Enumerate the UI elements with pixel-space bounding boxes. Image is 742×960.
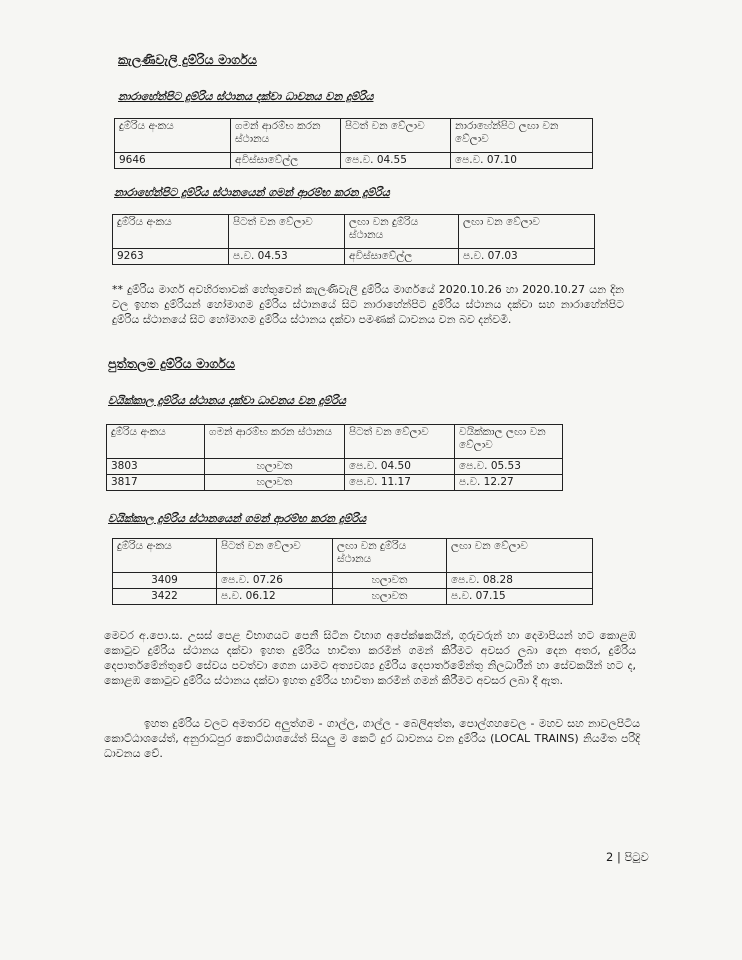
table-header-row: [113, 539, 593, 573]
table-row: [107, 459, 563, 475]
table-header-cell: වයික්කාල ලඟා වන වේලාව: [455, 425, 563, 459]
table-header-cell: පිටත් වන වේලාව: [217, 539, 333, 573]
table-cell: පෙ.ව. 08.28: [447, 573, 593, 589]
table-header-cell: පිටත් වන වේලාව: [345, 425, 455, 459]
table-row: [113, 589, 593, 605]
table-row: [113, 249, 595, 265]
table-row: [107, 475, 563, 491]
subheading-from-narahenpita: නාරාහේන්පිට දුම්රිය ස්ථානයෙන් ගමන් ආරම්භ කරන දුම්රිය: [114, 186, 390, 199]
table-header-cell: දුම්රිය අංකය: [115, 119, 231, 153]
table-header-cell: ගමන් ආරම්භ කරන ස්ථානය: [231, 119, 341, 153]
train-number-cell: 9263: [113, 249, 229, 265]
train-number-cell: 9646: [115, 153, 231, 169]
subheading-from-wayikkala: වයික්කාල දුම්රිය ස්ථානයෙන් ගමන් ආරම්භ කරන දුම්රිය: [108, 512, 367, 525]
table-row: [113, 573, 593, 589]
table-cell: ප.ව. 07.03: [459, 249, 595, 265]
table-cell: ප.ව. 12.27: [455, 475, 563, 491]
table-header-cell: පිටත් වන වේලාව: [229, 215, 345, 249]
section-heading-puttalam: පුත්තලම දුම්රිය මාර්ගය: [108, 356, 236, 371]
table-header-cell: ලඟා වන වේලාව: [459, 215, 595, 249]
table-cell: හලාවත: [333, 573, 447, 589]
train-number-cell: 3803: [107, 459, 205, 475]
table-cell: හලාවත: [205, 475, 345, 491]
table-cell: පෙ.ව. 04.55: [341, 153, 451, 169]
table-header-cell: පිටත් වන වේලාව: [341, 119, 451, 153]
timetable-to-narahenpita: [114, 118, 593, 169]
table-header-cell: දුම්රිය අංකය: [107, 425, 205, 459]
table-cell: ප.ව. 06.12: [217, 589, 333, 605]
table-row: [115, 153, 593, 169]
timetable-from-wayikkala: [112, 538, 593, 605]
table-header-cell: දුම්රිය අංකය: [113, 539, 217, 573]
exam-travel-paragraph: මෙවර අ.පො.ස. උසස් පෙළ විභාගයට පෙනී සිටින විභාග අපේක්ෂකයින්, ගුරුවරුන් හා දෙමාපියන් හට කොළඹ කොටුව දුම්රිය ස්ථානය දක්වා ඉහත දුම්රිය භාවිතා කරමින් ගමන් කිරීමට අවසර ලබා දෙන අතර, දුම්රිය දෙපාර්තමේන්තුවේ සේවය පවත්වා ගෙන යාමට අත්‍යවශ්‍ය දුම්රිය දෙපාර්තමේන්තු නිලධාරීන් හා සේවකයින් හට ද, කොළඹ කොටුව දුම්රිය ස්ථානය දක්වා ඉහත දුම්රිය භාවිතා කරමින් ගමන් කිරීමට අවසර ලබා දී ඇත.: [104, 629, 636, 687]
table-header-cell: ලඟා වන දුම්රිය ස්ථානය: [345, 215, 459, 249]
table-cell: අවිස්සාවේල්ල: [231, 153, 341, 169]
table-cell: පෙ.ව. 07.26: [217, 573, 333, 589]
subheading-to-narahenpita: නාරාහේන්පිට දුම්රිය ස්ථානය දක්වා ධාවනය වන දුම්රිය: [118, 90, 374, 103]
train-number-cell: 3817: [107, 475, 205, 491]
table-cell: පෙ.ව. 11.17: [345, 475, 455, 491]
table-cell: පෙ.ව. 07.10: [451, 153, 593, 169]
table-header-cell: ලඟා වන දුම්රිය ස්ථානය: [333, 539, 447, 573]
table-cell: පෙ.ව. 04.50: [345, 459, 455, 475]
subheading-to-wayikkala: වයික්කාල දුම්රිය ස්ථානය දක්වා ධාවනය වන දුම්රිය: [108, 394, 346, 407]
table-header-cell: දුම්රිය අංකය: [113, 215, 229, 249]
local-trains-paragraph: ඉහත දුම්රිය වලට අමතරව අලුත්ගම - ගාල්ල, ගාල්ල - බෙලිඅත්ත, පොල්ගහවෙල - මහව සහ නාවලපිටිය කොට්ඨාශයේත්, අනුරාධපුර කොට්ඨාශයේත් සියලු ම කෙටි දුර ධාවනය වන දුම්රිය (LOCAL TRAINS) නියමිත පරිදි ධාවනය වේ.: [104, 717, 640, 760]
section-heading-kelani-valley: කැලණිවැලි දුම්රිය මාර්ගය: [118, 52, 257, 67]
timetable-to-wayikkala: [106, 424, 563, 491]
table-cell: පෙ.ව. 05.53: [455, 459, 563, 475]
table-cell: අවිස්සාවේල්ල: [345, 249, 459, 265]
table-header-row: [113, 215, 595, 249]
table-cell: හලාවත: [205, 459, 345, 475]
train-number-cell: 3422: [113, 589, 217, 605]
table-header-cell: ලඟා වන වේලාව: [447, 539, 593, 573]
train-number-cell: 3409: [113, 573, 217, 589]
table-cell: ප.ව. 07.15: [447, 589, 593, 605]
disruption-note: ** දුම්රිය මාර්ග අවහිරතාවක් හේතුවෙන් කැලණිවැලි දුම්රිය මාර්ගයේ 2020.10.26 හා 2020.10.27 යන දින වල ඉහත දුම්රියන් හෝමාගම දුම්රිය ස්ථානයේ සිට නාරාහේන්පිට දුම්රිය ස්ථානය දක්වා සහ නාරාහේන්පිට දුම්රිය ස්ථානයේ සිට හෝමාගම දුම්රිය ස්ථානය දක්වා පමණක් ධාවනය වන බව දන්වමි.: [112, 283, 624, 326]
timetable-from-narahenpita: [112, 214, 595, 265]
page-number: 2 | පිටුව: [606, 850, 649, 864]
table-cell: ප.ව. 04.53: [229, 249, 345, 265]
table-cell: හලාවත: [333, 589, 447, 605]
table-header-row: [107, 425, 563, 459]
table-header-row: [115, 119, 593, 153]
table-header-cell: නාරාහේන්පිට ලඟා වන වේලාව: [451, 119, 593, 153]
table-header-cell: ගමන් ආරම්භ කරන ස්ථානය: [205, 425, 345, 459]
